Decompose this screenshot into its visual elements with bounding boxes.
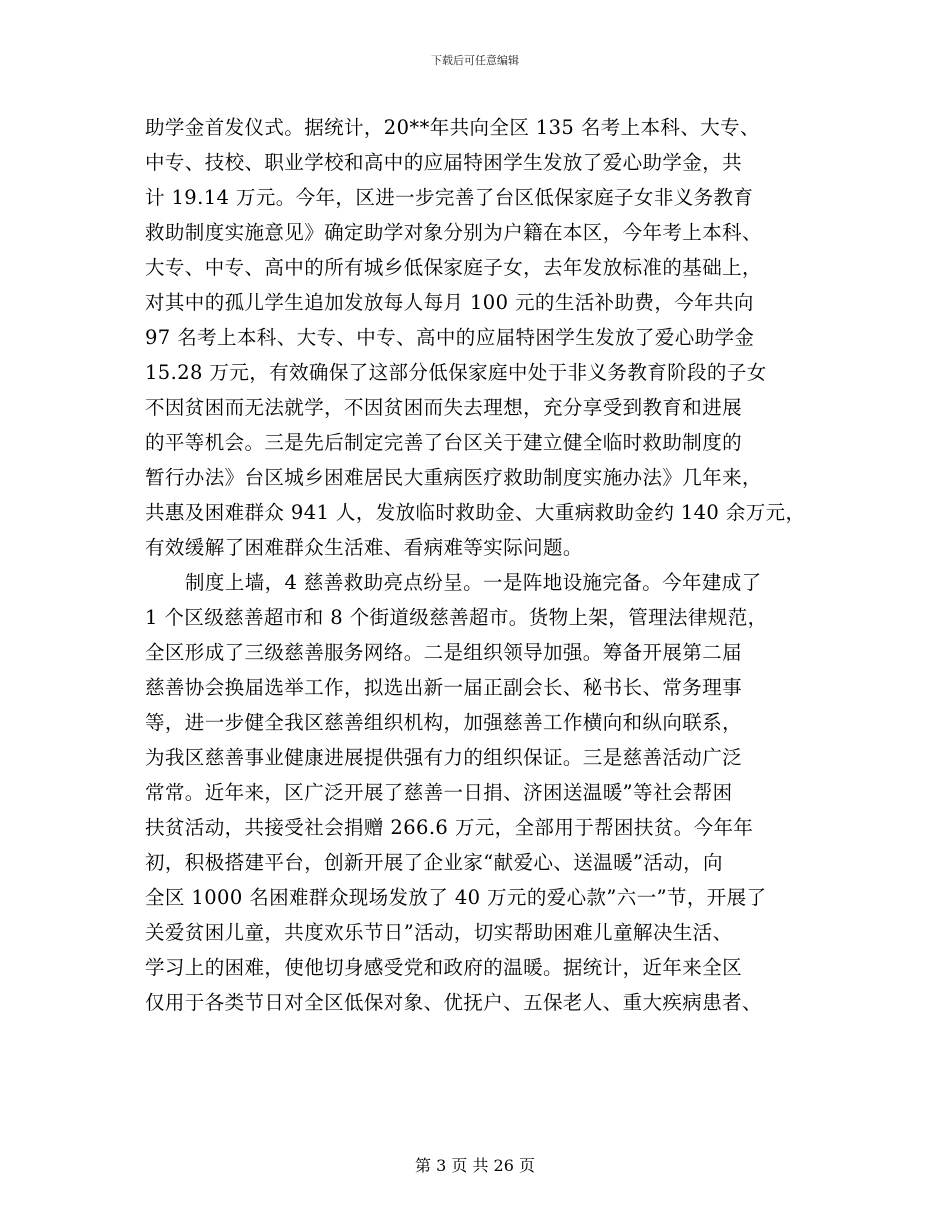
body-line: 的平等机会。三是先后制定完善了台区关于建立健全临时救助制度的 bbox=[145, 431, 743, 454]
body-line: 常常。近年来，区广泛开展了慈善一日捐、济困送温暖”等社会帮困 bbox=[145, 781, 733, 804]
body-line: 15.28 万元，有效确保了这部分低保家庭中处于非义务教育阶段的子女 bbox=[145, 361, 767, 384]
body-line: 不因贫困而无法就学，不因贫困而失去理想，充分享受到教育和进展 bbox=[145, 396, 743, 419]
body-line: 97 名考上本科、大专、中专、高中的应届特困学生发放了爱心助学金 bbox=[145, 326, 755, 349]
body-line: 关爱贫困儿童，共度欢乐节日”活动，切实帮助困难儿童解决生活、 bbox=[145, 921, 733, 944]
body-line: 为我区慈善事业健康进展提供强有力的组织保证。三是慈善活动广泛 bbox=[145, 746, 743, 769]
body-line: 共惠及困难群众 941 人，发放临时救助金、大重病救助金约 140 余万元， bbox=[145, 501, 806, 524]
body-line: 全区 1000 名困难群众现场发放了 40 万元的爱心款”六一”节，开展了 bbox=[145, 886, 767, 909]
body-line: 全区形成了三级慈善服务网络。二是组织领导加强。筹备开展第二届 bbox=[145, 641, 743, 664]
body-line: 1 个区级慈善超市和 8 个街道级慈善超市。货物上架，管理法律规范， bbox=[145, 606, 768, 629]
body-line: 慈善协会换届选举工作，拟选出新一届正副会长、秘书长、常务理事 bbox=[145, 676, 743, 699]
body-line: 有效缓解了困难群众生活难、看病难等实际问题。 bbox=[145, 536, 583, 559]
body-line: 助学金首发仪式。据统计，20**年共向全区 135 名考上本科、大专、 bbox=[145, 116, 760, 139]
body-line: 中专、技校、职业学校和高中的应届特困学生发放了爱心助学金，共 bbox=[145, 151, 743, 174]
body-line: 对其中的孤儿学生追加发放每人每月 100 元的生活补助费，今年共向 bbox=[145, 291, 754, 314]
body-line: 学习上的困难，使他切身感受党和政府的温暖。据统计，近年来全区 bbox=[145, 956, 743, 979]
body-line: 暂行办法》台区城乡困难居民大重病医疗救助制度实施办法》几年来， bbox=[145, 466, 762, 489]
body-line: 大专、中专、高中的所有城乡低保家庭子女，去年发放标准的基础上， bbox=[145, 256, 762, 279]
page-number-footer: 第 3 页 共 26 页 bbox=[415, 1156, 535, 1175]
body-line: 制度上墙，4 慈善救助亮点纷呈。一是阵地设施完备。今年建成了 bbox=[185, 571, 762, 594]
body-line: 扶贫活动，共接受社会捐赠 266.6 万元，全部用于帮困扶贫。今年年 bbox=[145, 816, 754, 839]
body-line: 救助制度实施意见》确定助学对象分别为户籍在本区，今年考上本科、 bbox=[145, 221, 762, 244]
body-line: 仅用于各类节日对全区低保对象、优抚户、五保老人、重大疾病患者、 bbox=[145, 991, 762, 1014]
body-line: 等，进一步健全我区慈善组织机构，加强慈善工作横向和纵向联系， bbox=[145, 711, 743, 734]
page-header-note: 下载后可任意编辑 bbox=[431, 54, 519, 67]
body-line: 初，积极搭建平台，创新开展了企业家“献爱心、送温暖”活动，向 bbox=[145, 851, 723, 874]
body-line: 计 19.14 万元。今年，区进一步完善了台区低保家庭子女非义务教育 bbox=[145, 186, 754, 209]
